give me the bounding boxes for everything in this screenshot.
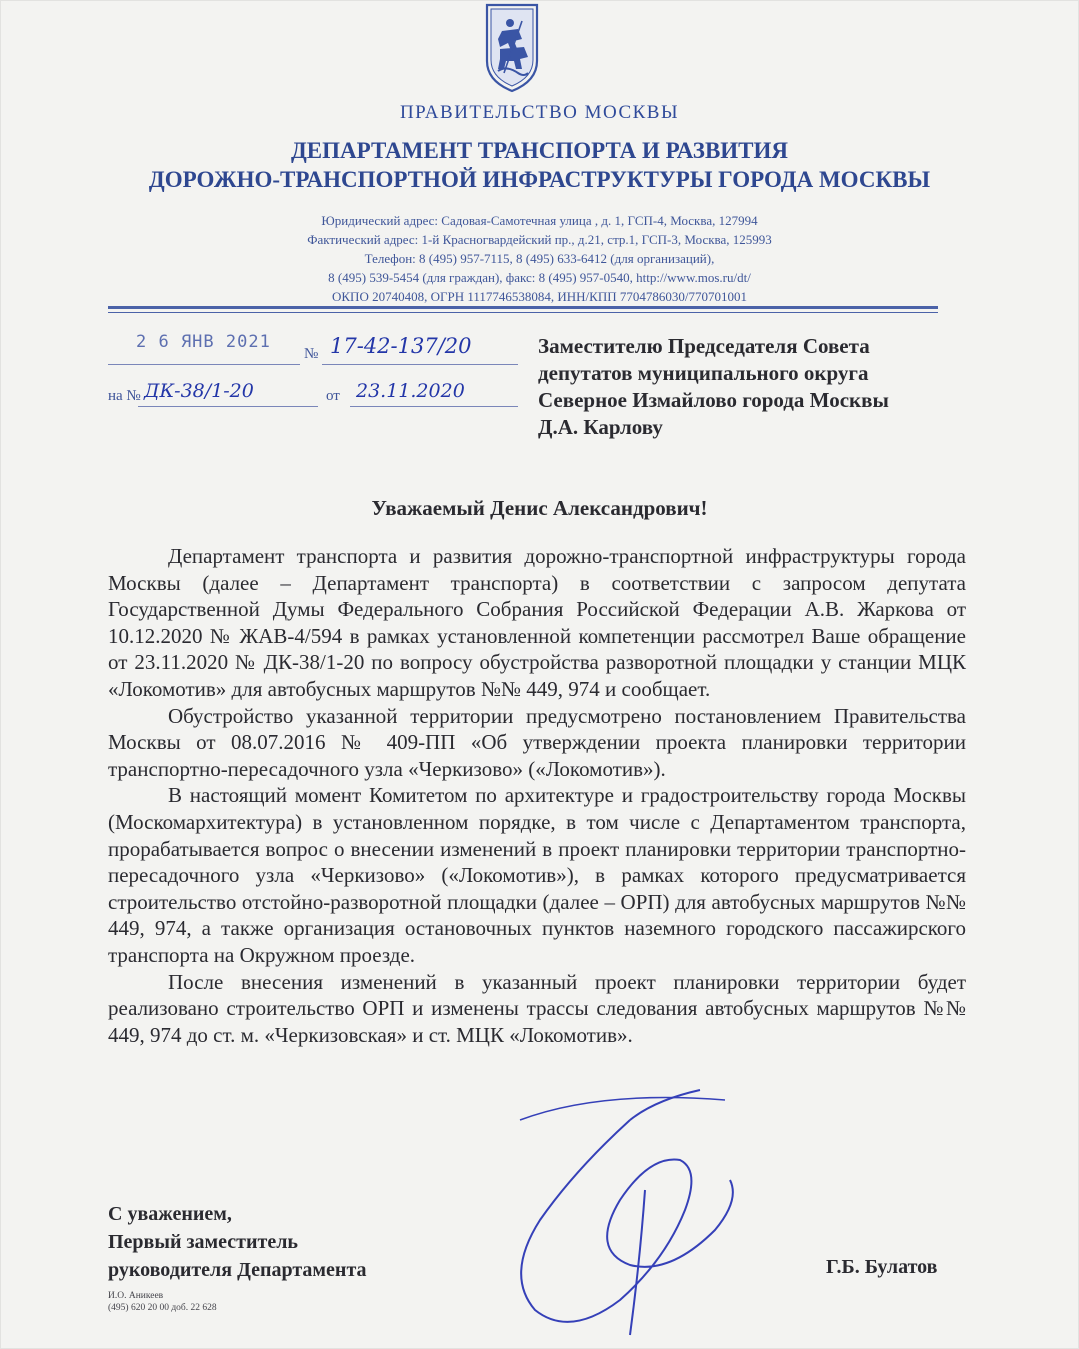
department-name-line: ДЕПАРТАМЕНТ ТРАНСПОРТА И РАЗВИТИЯ xyxy=(290,138,789,163)
greeting: Уважаемый Денис Александрович! xyxy=(371,496,708,520)
department-contacts xyxy=(60,211,1019,306)
body-paragraph: Департамент транспорта и развития дорожно-транспортной инфраструктуры города Москвы (далее – Департамент транспорта) в соответствии с запросом депутата Государственной Думы Федерального Собрания Российской Федерации А.В. Жаркова от 10.12.2020 № ЖАВ-4/594 в рамках установленной компетенции рассмотрел Ваше обращение от 23.11.2020 № ДК-38/1-20 по вопросу обустройства разворотной площадки у станции МЦК «Локомотив» для автобусных маршрутов №№ 449, 974 и сообщает. xyxy=(108,544,966,701)
body-paragraph: Обустройство указанной территории предусмотрено постановлением Правительства Москвы от 08.07.2016 № 409-ПП «Об утверждении проекта планировки территории транспортно-пересадочного узла «Черкизово» («Локомотив»). xyxy=(108,703,966,781)
date-stamp: 2 6 ЯНВ 2021 xyxy=(136,332,271,352)
executor-name: И.О. Аникеев xyxy=(108,1291,164,1301)
letter-body xyxy=(108,543,966,1048)
date-underline xyxy=(108,364,300,365)
outgoing-number: 17-42-137/20 xyxy=(330,334,472,358)
number-label: № xyxy=(304,346,319,362)
department-name-line: ДОРОЖНО-ТРАНСПОРТНОЙ ИНФРАСТРУКТУРЫ ГОРОДА МОСКВЫ xyxy=(148,167,931,192)
number-underline xyxy=(322,364,518,365)
reply-to-label: на № xyxy=(108,388,141,404)
addressee-line: депутатов муниципального округа xyxy=(538,361,869,385)
contact-line: 8 (495) 539-5454 (для граждан), факс: 8 (495) 957-0540, http://www.mos.ru/dt/ xyxy=(328,270,751,285)
contact-line: Юридический адрес: Садовая-Самотечная улица , д. 1, ГСП-4, Москва, 127994 xyxy=(321,213,758,228)
signer-name: Г.Б. Булатов xyxy=(826,1256,938,1278)
contact-line: Фактический адрес: 1-й Красногвардейский пр., д.21, стр.1, ГСП-3, Москва, 125993 xyxy=(307,232,772,247)
executor-block xyxy=(108,1290,217,1314)
contact-line: ОКПО 20740408, ОГРН 1117746538084, ИНН/КПП 7704786030/770701001 xyxy=(332,289,747,304)
moscow-coat-of-arms-icon xyxy=(484,3,540,93)
reply-to-number: ДК-38/1-20 xyxy=(144,380,254,402)
contact-line: Телефон: 8 (495) 957-7115, 8 (495) 633-6412 (для организаций), xyxy=(364,251,715,266)
body-paragraph: В настоящий момент Комитетом по архитектуре и градостроительству города Москвы (Москомархитектура) в установленном порядке, в том числе с Департаментом транспорта, прорабатывается вопрос о внесении изменений в проект планировки территории транспортно-пересадочного узла «Черкизово» («Локомотив»), в рамках которого предусматривается строительство отстойно-разворотной площадки (далее – ОРП) для автобусных маршрутов №№ 449, 974, а также организация остановочных пунктов наземного городского пассажирского транспорта на Окружном проезде. xyxy=(108,783,966,967)
closing-line: руководителя Департамента xyxy=(108,1259,367,1281)
reply-to-underline xyxy=(138,406,318,407)
registration-block xyxy=(108,330,528,420)
department-name xyxy=(60,136,1019,194)
addressee-block xyxy=(538,333,889,441)
executor-phone: (495) 620 20 00 доб. 22 628 xyxy=(108,1303,217,1313)
government-title: ПРАВИТЕЛЬСТВО МОСКВЫ xyxy=(399,102,680,123)
addressee-line: Д.А. Карлову xyxy=(538,415,663,439)
from-date: 23.11.2020 xyxy=(356,380,465,402)
body-paragraph: После внесения изменений в указанный проект планировки территории будет реализовано строительство ОРП и изменены трассы следования автобусных маршрутов №№ 449, 974 до ст. м. «Черкизовская» и ст. МЦК «Локомотив». xyxy=(108,969,966,1047)
closing-block xyxy=(108,1200,367,1284)
from-underline xyxy=(350,406,518,407)
closing-line: Первый заместитель xyxy=(108,1231,298,1253)
addressee-line: Северное Измайлово города Москвы xyxy=(538,388,889,412)
addressee-line: Заместителю Председателя Совета xyxy=(538,334,870,358)
letterhead-divider xyxy=(108,306,938,309)
handwritten-signature-icon xyxy=(480,1080,780,1340)
from-label: от xyxy=(326,388,340,404)
closing-line: С уважением, xyxy=(108,1203,232,1225)
letterhead-divider-thin xyxy=(108,312,938,313)
